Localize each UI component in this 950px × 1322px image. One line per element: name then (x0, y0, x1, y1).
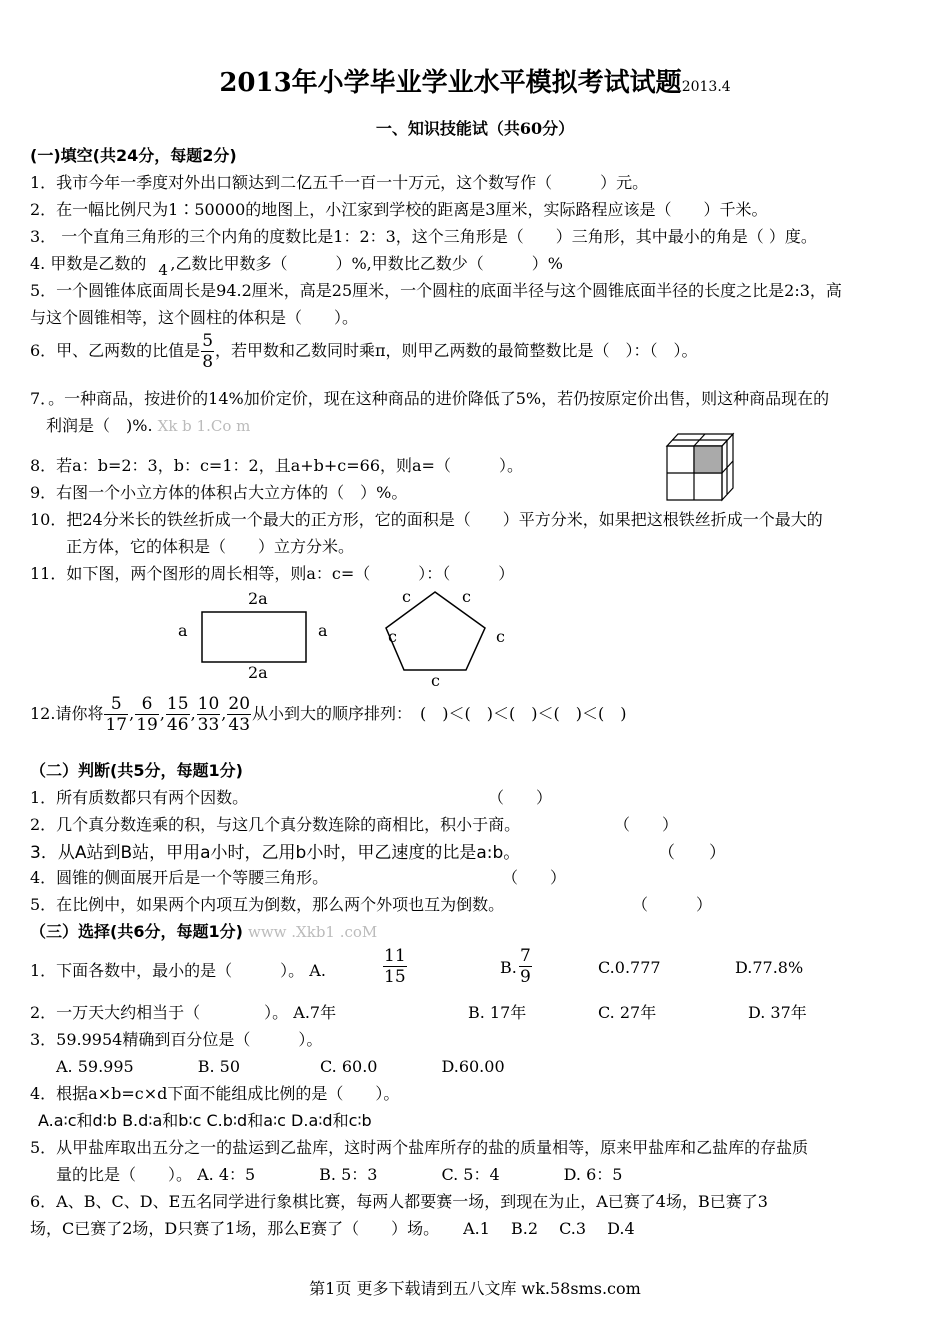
rect-label-right: a (318, 621, 328, 640)
question: 5．在比例中，如果两个内项互为倒数，那么两个外项也互为倒数。 (30, 895, 505, 914)
answer-paren: （ ） (658, 843, 726, 863)
fraction (135, 694, 159, 735)
pent-label: c (462, 587, 471, 606)
answer-paren: （ ） (488, 788, 553, 807)
fraction-numerator: 20 (228, 694, 251, 714)
question: 4．根据a×b=c×d下面不能组成比例的是（ ）。 (30, 1084, 400, 1103)
title-date: 2013.4 (681, 79, 731, 95)
pent-label: c (388, 627, 397, 646)
question: 与这个圆锥相等，这个圆柱的体积是（ ）。 (30, 308, 359, 327)
page-title: 2013年小学毕业学业水平模拟考试试题2013.4 (219, 68, 731, 98)
fraction-denominator: 19 (136, 715, 158, 735)
question: 3．从A站到B站，甲用a小时，乙用b小时，甲乙速度的比是a:b。 (30, 843, 521, 863)
options: A.a∶c和d∶b B.d∶a和b∶c C.b∶d和a∶c D.a∶d和c∶b (38, 1111, 372, 1130)
answer-paren: （ ） (632, 895, 713, 914)
question: 2．一万天大约相当于（ ）。 A.7年 (30, 1003, 337, 1022)
question: 6．A、B、C、D、E五名同学进行象棋比赛，每两人都要赛一场，到现在为止，A已赛了4场，B已赛了3 (30, 1192, 768, 1211)
watermark: Xk b 1.Co m (157, 417, 251, 435)
question: 7．。一种商品，按进价的14%加价定价，现在这种商品的进价降低了5%，若仍按原定价出售，则这种商品现在的 (30, 389, 830, 408)
answer-paren: （ ） (502, 868, 567, 887)
question: 10．把24分米长的铁丝折成一个最大的正方形，它的面积是（ ）平方分米，如果把这根铁丝折成一个最大的 (30, 510, 823, 529)
rect-label-top: 2a (248, 589, 268, 608)
option: B. (500, 958, 517, 977)
judge-heading: （二）判断(共5分，每题1分) (30, 761, 243, 780)
question: 1．我市今年一季度对外出口额达到二亿五千一百一十万元，这个数写作（ ）元。 (30, 173, 649, 192)
fraction (227, 694, 251, 735)
rect-label-left: a (178, 621, 188, 640)
fraction-numerator: 4 (158, 261, 168, 279)
fraction: $\frac{11}{15}$ (384, 946, 406, 987)
watermark: www .Xkb1 .coM (248, 923, 378, 941)
question: 2．在一幅比例尺为1∶50000的地图上，小江家到学校的距离是3厘米，实际路程应该是（ ）千米。 (30, 200, 768, 219)
fraction: $\frac{7}{9}$ (520, 946, 531, 987)
shaded-cube (694, 446, 722, 473)
choice-heading-row (30, 919, 377, 942)
section-heading: 一、知识技能试（共60分） (375, 119, 575, 138)
option: D.77.8% (735, 958, 804, 977)
question: 12.请你将 $\frac{5}{17}$ , $\frac{6}{19}$ , $\frac{15}{46}$ , $\frac{10}{33}$ , $\frac{20}{43}$ 从小到大的顺序排列： ( )＜( )＜( )＜( )＜( ) (30, 694, 627, 735)
option: C. 27年 (598, 1003, 657, 1022)
option: D. 37年 (748, 1003, 807, 1022)
fraction-list (103, 694, 252, 735)
rect-label-bottom: 2a (248, 663, 268, 682)
comma: , (129, 704, 135, 723)
question: 9．右图一个小立方体的体积占大立方体的（ ）%。 (30, 483, 408, 502)
question: 6．甲、乙两数的比值是 $\frac{5}{8}$ ，若甲数和乙数同时乘π，则甲乙两数的最简整数比是（ ）：（ ）。 (30, 331, 698, 372)
page-footer: 第1页 更多下载请到五八文库 wk.58sms.com (309, 1279, 641, 1298)
answer-paren: （ ） (614, 815, 679, 834)
fraction-numerator: 6 (135, 694, 159, 715)
fraction-numerator: 15 (166, 694, 189, 714)
question: 4．圆锥的侧面展开后是一个等腰三角形。 (30, 868, 329, 887)
question: 8．若a：b=2：3，b：c=1：2，且a+b+c=66，则a=（ ）。 (30, 456, 523, 475)
question: 1．所有质数都只有两个因数。 (30, 788, 249, 807)
question: 1．下面各数中，最小的是（ ）。 A. (30, 961, 326, 980)
question: 2．几个真分数连乘的积，与这几个真分数连除的商相比，积小于商。 (30, 815, 521, 834)
question: 量的比是（ ）。 A. 4：5 B. 5：3 C. 5：4 D. 6：5 (56, 1165, 623, 1184)
question: 正方体，它的体积是（ ）立方分米。 (66, 537, 355, 556)
question: 3．59.9954精确到百分位是（ ）。 (30, 1030, 323, 1049)
option: C.0.777 (598, 958, 661, 977)
fraction-numerator: 5 (104, 694, 128, 715)
fill-heading: (一)填空(共24分，每题2分) (30, 146, 237, 165)
shapes-figure (170, 584, 510, 692)
fraction (104, 694, 128, 735)
comma: , (221, 704, 227, 723)
question: 5．一个圆锥体底面周长是94.2厘米，高是25厘米，一个圆柱的底面半径与这个圆锥底面半径的长度之比是2:3，高 (30, 281, 842, 300)
pent-label: c (496, 627, 505, 646)
fraction-numerator: 10 (197, 694, 220, 714)
rectangle (202, 612, 306, 662)
pent-label: c (431, 671, 440, 690)
question: 利润是（ )%. Xk b 1.Co m (46, 416, 251, 435)
fraction-denominator: 43 (228, 715, 251, 735)
fraction (197, 694, 221, 735)
pent-label: c (402, 587, 411, 606)
question: 5．从甲盐库取出五分之一的盐运到乙盐库，这时两个盐库所存的盐的质量相等，原来甲盐库和乙盐库的存盐质 (30, 1138, 809, 1157)
question: 场，C已赛了2场，D只赛了1场，那么E赛了（ ）场。 A.1 B.2 C.3 D.4 (30, 1219, 635, 1238)
options: A. 59.995 B. 50 C. 60.0 D.60.00 (56, 1057, 505, 1076)
fraction (166, 694, 190, 735)
question: 4. 甲数是乙数的 4 ,乙数比甲数多（ ）%,甲数比乙数少（ ）% (30, 254, 563, 279)
question: 11．如下图，两个图形的周长相等，则a：c=（ ）：（ ） (30, 564, 515, 583)
question: 3． 一个直角三角形的三个内角的度数比是1：2：3，这个三角形是（ ）三角形，其中最小的角是（ ）度。 (30, 227, 817, 246)
fraction-denominator: 17 (105, 715, 128, 735)
fraction-denominator: 46 (166, 715, 189, 735)
comma: , (159, 704, 165, 723)
option: B. 17年 (468, 1003, 527, 1022)
comma: , (190, 704, 196, 723)
fraction-denominator: 33 (197, 715, 220, 735)
choice-heading: （三）选择(共6分，每题1分) (30, 922, 243, 941)
fraction: $\frac{5}{8}$ (202, 331, 214, 372)
cube-figure (664, 428, 744, 502)
